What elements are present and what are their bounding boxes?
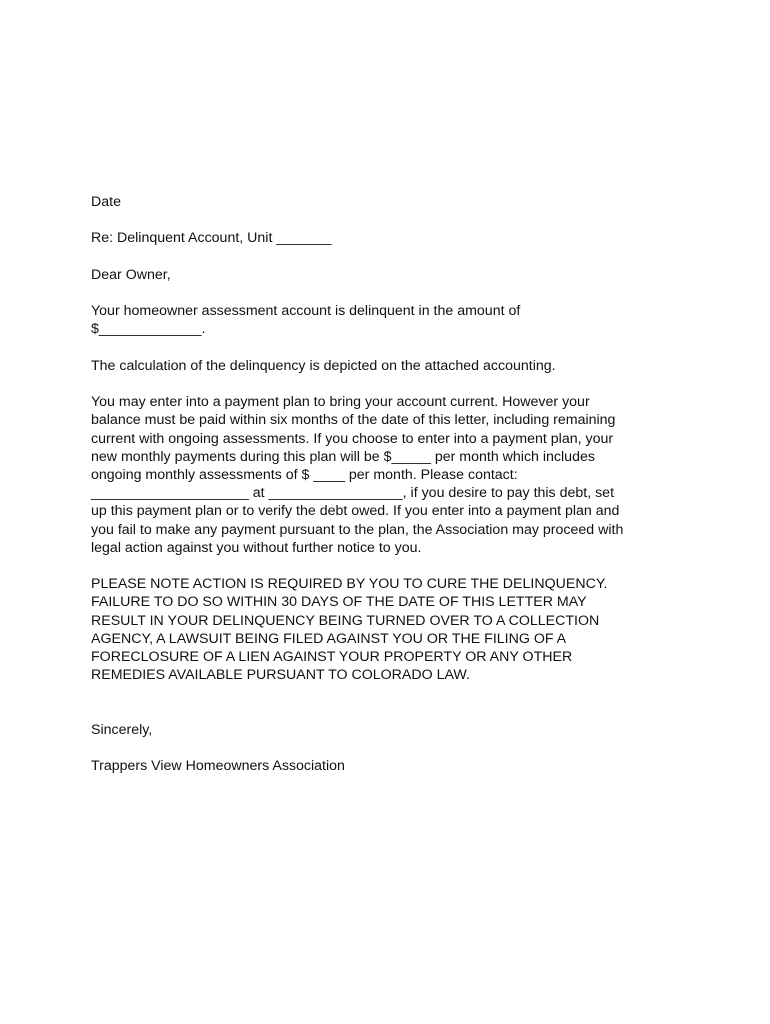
text-line: Your homeowner assessment account is delinquent in the amount of	[91, 303, 521, 320]
text-line: legal action against you without further notice to you.	[91, 539, 422, 556]
text-line: RESULT IN YOUR DELINQUENCY BEING TURNED OVER TO A COLLECTION	[91, 612, 600, 629]
re-line: Re: Delinquent Account, Unit _______	[91, 230, 332, 247]
paragraph-calculation: The calculation of the delinquency is depicted on the attached accounting.	[91, 357, 556, 374]
text-line: ____________________ at _________________, if you desire to pay this debt, set	[91, 485, 615, 502]
text-line: PLEASE NOTE ACTION IS REQUIRED BY YOU TO CURE THE DELINQUENCY.	[91, 576, 608, 593]
salutation: Dear Owner,	[91, 266, 171, 283]
text-line: $_____________.	[91, 321, 206, 338]
text-line: FAILURE TO DO SO WITHIN 30 DAYS OF THE DATE OF THIS LETTER MAY	[91, 594, 587, 611]
paragraph-amount-due	[91, 302, 691, 338]
closing: Sincerely,	[91, 721, 153, 738]
signature: Trappers View Homeowners Association	[91, 758, 345, 775]
paragraph-payment-plan	[91, 393, 691, 557]
text-line: ongoing monthly assessments of $ ____ per month. Please contact:	[91, 466, 518, 483]
text-line: new monthly payments during this plan will be $_____ per month which includes	[91, 448, 595, 465]
paragraph-notice	[91, 575, 691, 684]
date-line: Date	[91, 194, 121, 210]
text-line: up this payment plan or to verify the debt owed. If you enter into a payment plan and	[91, 503, 620, 520]
text-line: AGENCY, A LAWSUIT BEING FILED AGAINST YOU OR THE FILING OF A	[91, 630, 567, 647]
text-line: FORECLOSURE OF A LIEN AGAINST YOUR PROPERTY OR ANY OTHER	[91, 648, 573, 665]
text-line: balance must be paid within six months of the date of this letter, including remaining	[91, 412, 616, 429]
text-line: current with ongoing assessments. If you choose to enter into a payment plan, your	[91, 430, 614, 447]
text-line: You may enter into a payment plan to bring your account current. However your	[91, 394, 590, 411]
text-line: you fail to make any payment pursuant to the plan, the Association may proceed with	[91, 521, 624, 538]
letter-body	[91, 193, 691, 775]
text-line: REMEDIES AVAILABLE PURSUANT TO COLORADO LAW.	[91, 667, 470, 684]
